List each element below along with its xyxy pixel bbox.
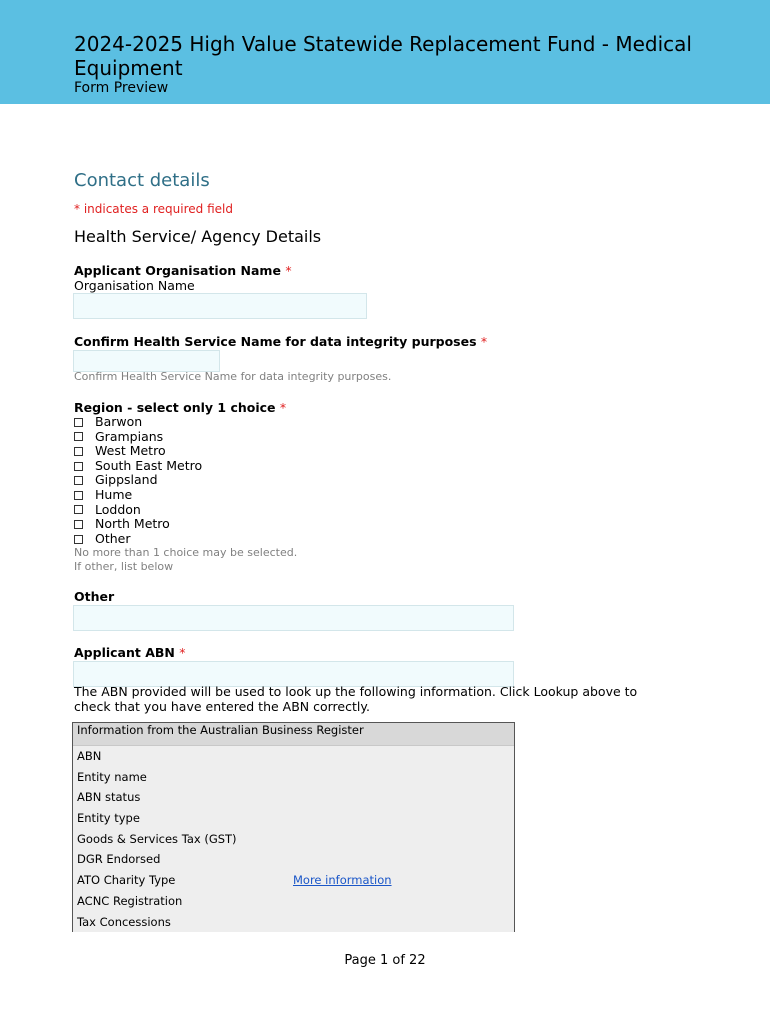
confirm-name-label bbox=[74, 334, 487, 349]
other-input[interactable] bbox=[73, 605, 514, 631]
abr-row-gst bbox=[73, 829, 514, 850]
org-name-input[interactable] bbox=[73, 293, 367, 319]
region-label bbox=[74, 400, 286, 415]
abn-note: The ABN provided will be used to look up the following information. Click Lookup above to check that you have entered the ABN correctly. bbox=[74, 684, 638, 714]
region-option-south-east-metro[interactable] bbox=[74, 459, 202, 474]
abr-row-entity-name bbox=[73, 767, 514, 788]
abr-row-label: Tax Concessions bbox=[77, 914, 171, 929]
abr-row-ato-charity bbox=[73, 870, 514, 891]
checkbox[interactable] bbox=[74, 418, 83, 427]
checkbox[interactable] bbox=[74, 432, 83, 441]
required-note: * indicates a required field bbox=[74, 202, 233, 216]
checkbox[interactable] bbox=[74, 476, 83, 485]
subsection-title: Health Service/ Agency Details bbox=[74, 227, 322, 246]
org-name-label-text: Applicant Organisation Name bbox=[74, 263, 281, 278]
form-title: 2024-2025 High Value Statewide Replacement Fund - Medical Equipment bbox=[74, 32, 692, 80]
checkbox[interactable] bbox=[74, 447, 83, 456]
abn-label-text: Applicant ABN bbox=[74, 645, 175, 660]
section-title: Contact details bbox=[74, 170, 210, 191]
more-information-link[interactable]: More information bbox=[293, 873, 392, 888]
required-star: * bbox=[279, 400, 287, 415]
other-label: Other bbox=[74, 589, 115, 604]
checkbox[interactable] bbox=[74, 491, 83, 500]
required-star: * bbox=[285, 263, 292, 278]
region-option-label: Other bbox=[95, 530, 131, 546]
region-option-barwon[interactable] bbox=[74, 415, 202, 430]
region-option-label: North Metro bbox=[95, 516, 170, 532]
org-name-sublabel: Organisation Name bbox=[74, 278, 195, 293]
region-option-label: Gippsland bbox=[95, 472, 158, 488]
region-option-west-metro[interactable] bbox=[74, 444, 202, 459]
abr-row-label: ABN bbox=[77, 749, 102, 763]
region-option-label: Barwon bbox=[95, 414, 143, 429]
region-option-other[interactable] bbox=[74, 532, 202, 547]
region-option-north-metro[interactable] bbox=[74, 517, 202, 532]
abr-table-heading: Information from the Australian Business Register bbox=[73, 723, 514, 746]
checkbox[interactable] bbox=[74, 505, 83, 514]
abr-row-acnc bbox=[73, 891, 514, 912]
region-option-label: South East Metro bbox=[95, 457, 203, 473]
region-option-label: Grampians bbox=[95, 428, 164, 444]
region-hint-other: If other, list below bbox=[74, 560, 174, 573]
region-hint-limit: No more than 1 choice may be selected. bbox=[74, 546, 298, 559]
required-star: * bbox=[179, 645, 186, 660]
region-option-label: Loddon bbox=[95, 501, 141, 517]
required-star: * bbox=[480, 334, 488, 349]
abr-row-label: Entity type bbox=[77, 811, 140, 826]
abr-row-dgr bbox=[73, 849, 514, 870]
abr-info-table bbox=[72, 722, 515, 932]
page-number: Page 1 of 22 bbox=[344, 953, 426, 968]
region-option-label: West Metro bbox=[95, 443, 166, 459]
abr-row-abn bbox=[73, 746, 514, 767]
abr-row-label: DGR Endorsed bbox=[77, 852, 161, 867]
confirm-name-label-text: Confirm Health Service Name for data integrity purposes bbox=[74, 334, 477, 349]
region-option-grampians[interactable] bbox=[74, 430, 202, 445]
abn-label bbox=[74, 645, 185, 660]
region-option-hume[interactable] bbox=[74, 488, 202, 503]
region-checkbox-list bbox=[74, 415, 202, 546]
region-option-gippsland[interactable] bbox=[74, 473, 202, 488]
abr-row-label: Entity name bbox=[77, 769, 147, 784]
org-name-label bbox=[74, 263, 292, 278]
abr-row-label: ABN status bbox=[77, 790, 141, 805]
abr-row-label: ACNC Registration bbox=[77, 893, 183, 908]
checkbox[interactable] bbox=[74, 520, 83, 529]
region-label-text: Region - select only 1 choice bbox=[74, 400, 276, 415]
checkbox[interactable] bbox=[74, 462, 83, 471]
confirm-name-input[interactable] bbox=[73, 350, 220, 372]
abr-row-abn-status bbox=[73, 787, 514, 808]
abr-row-label: Goods & Services Tax (GST) bbox=[77, 831, 237, 846]
region-option-loddon[interactable] bbox=[74, 503, 202, 518]
abr-row-entity-type bbox=[73, 808, 514, 829]
abr-row-tax-concessions bbox=[73, 912, 514, 933]
checkbox[interactable] bbox=[74, 535, 83, 544]
confirm-name-hint: Confirm Health Service Name for data integrity purposes. bbox=[74, 370, 392, 383]
abr-row-label: ATO Charity Type bbox=[77, 873, 176, 888]
form-subtitle: Form Preview bbox=[74, 80, 169, 96]
page-header bbox=[0, 0, 770, 104]
region-option-label: Hume bbox=[95, 486, 133, 502]
